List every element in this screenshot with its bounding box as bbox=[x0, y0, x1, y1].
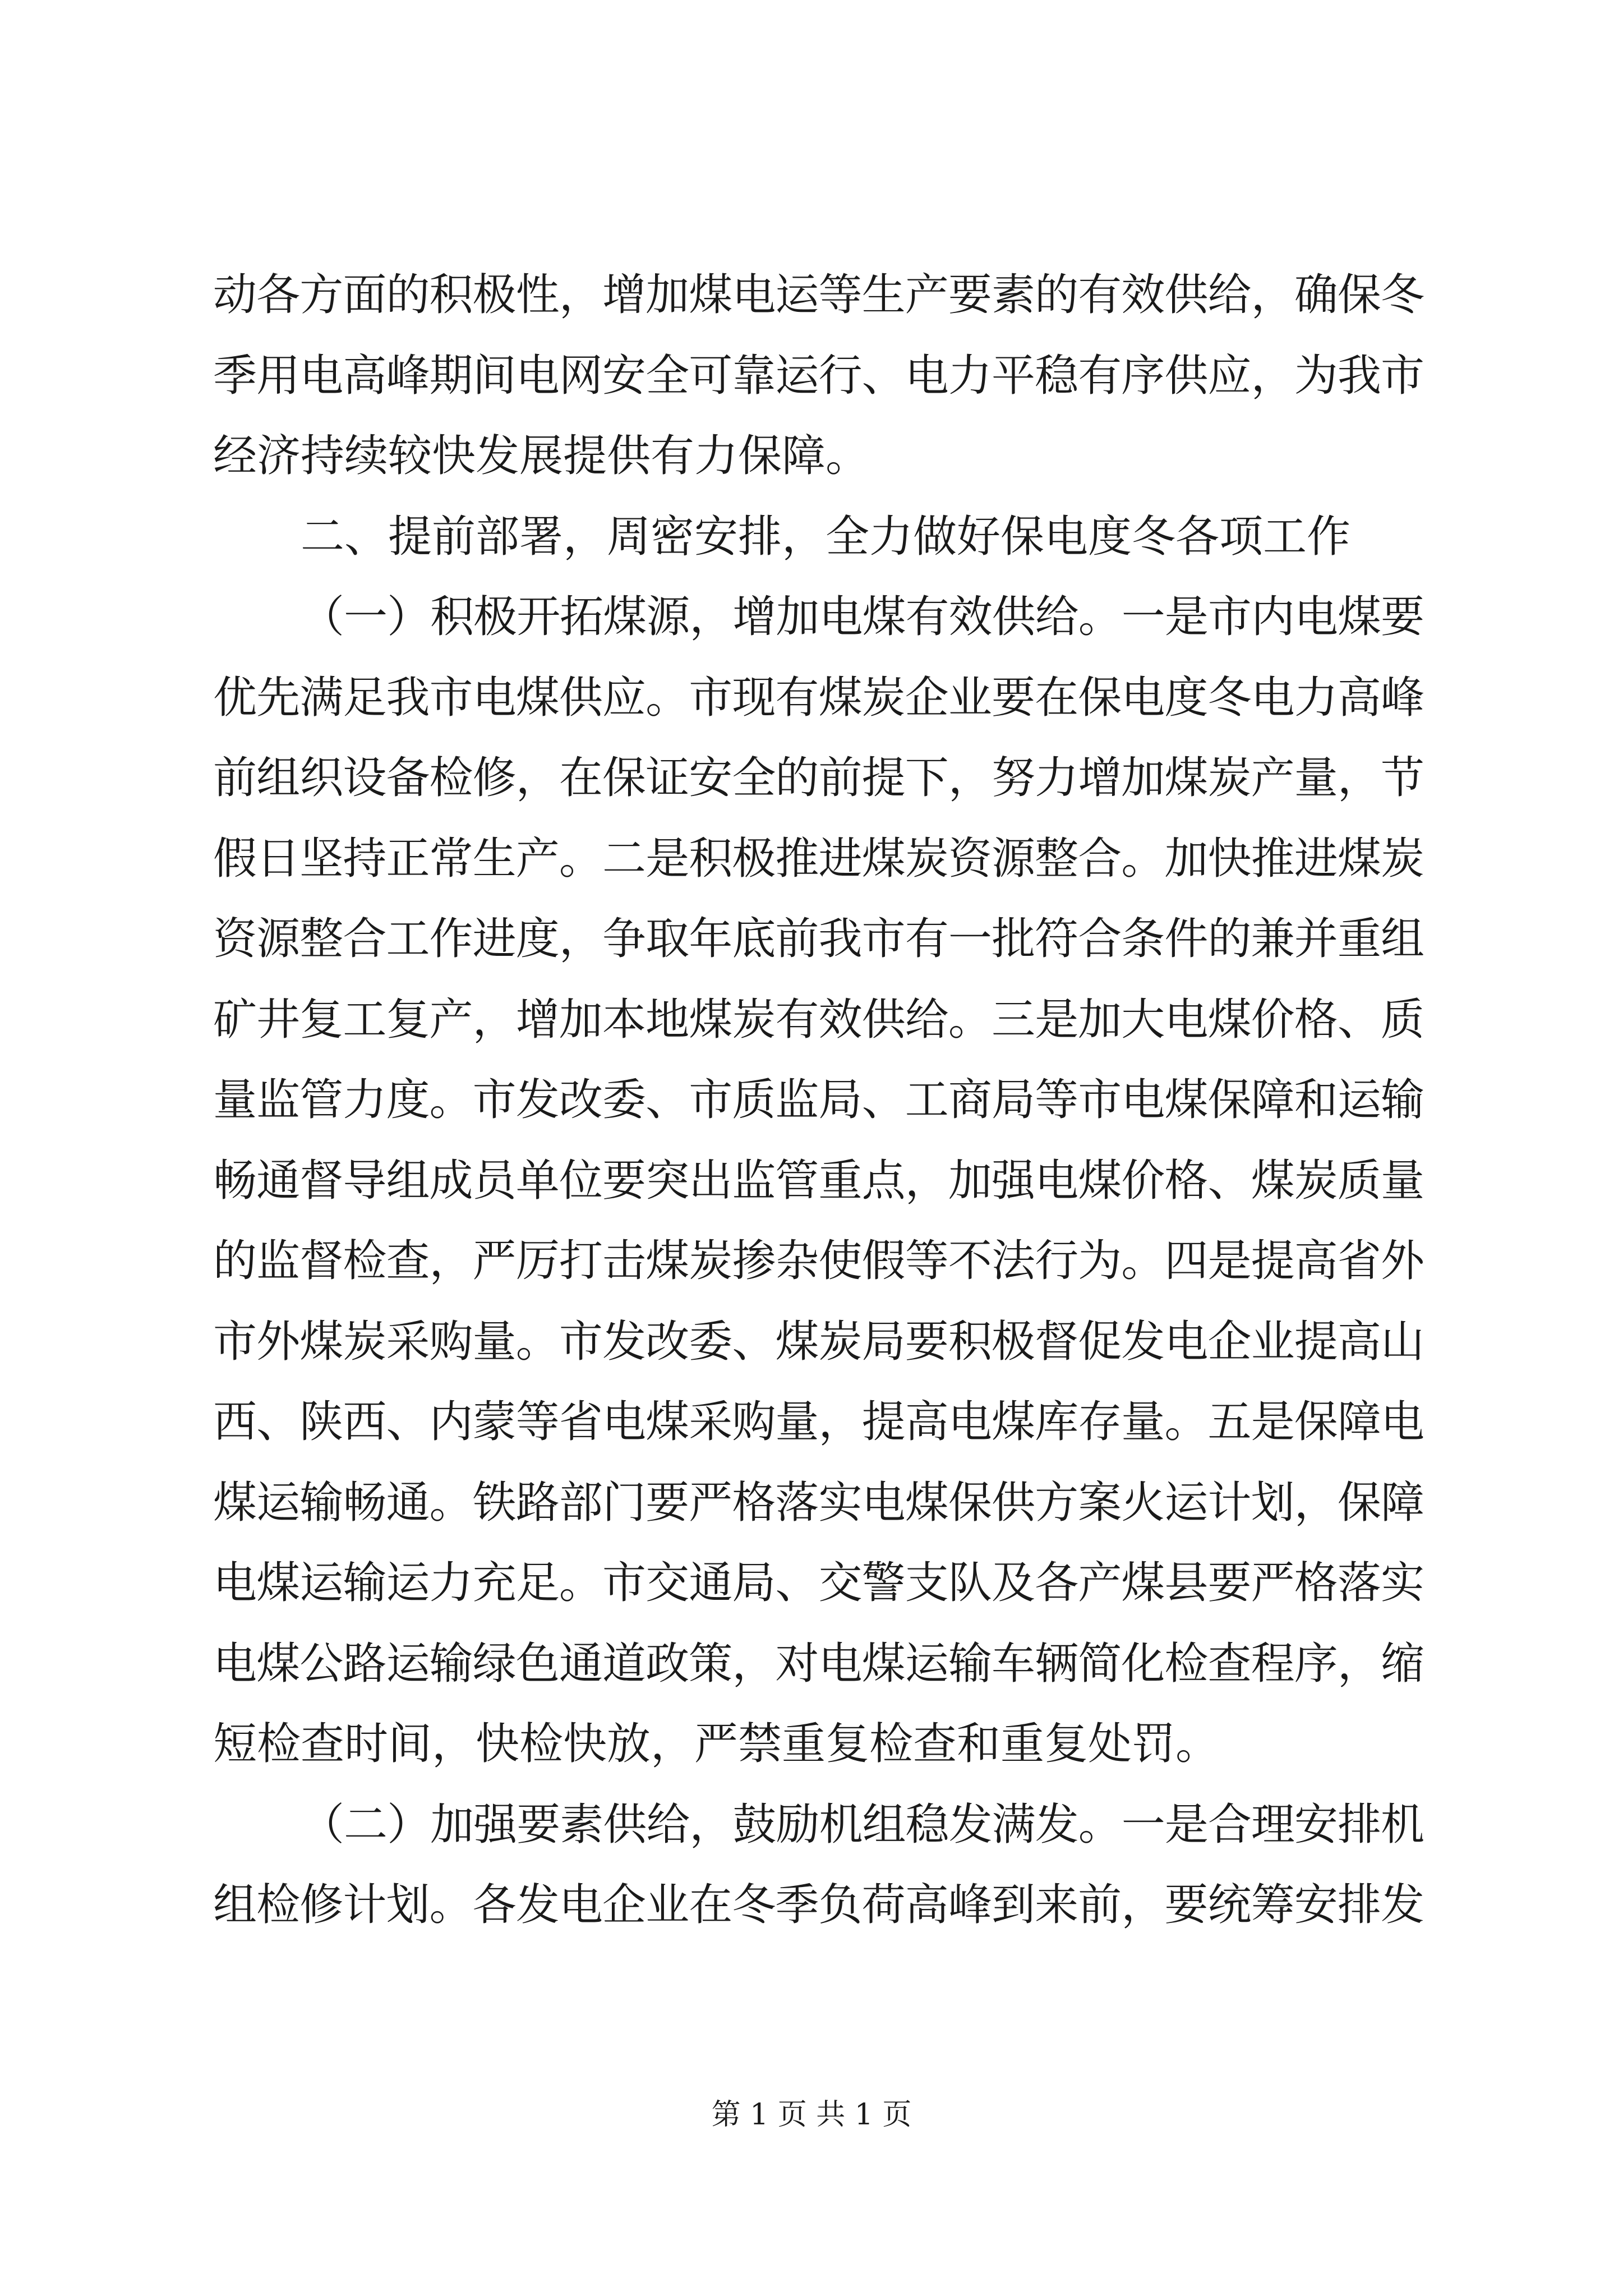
body-text-line: 的监督检查，严厉打击煤炭掺杂使假等不法行为。四是提高省外 bbox=[213, 1236, 1424, 1286]
body-text-line: 量监管力度。市发改委、市质监局、工商局等市电煤保障和运输 bbox=[213, 1075, 1424, 1125]
body-text-line: （二）加强要素供给，鼓励机组稳发满发。一是合理安排机 bbox=[301, 1799, 1424, 1850]
page-footer: 第 1 页 共 1 页 bbox=[711, 2098, 912, 2132]
body-text-line: 季用电高峰期间电网安全可靠运行、电力平稳有序供应，为我市 bbox=[213, 350, 1424, 401]
body-text-line: 优先满足我市电煤供应。市现有煤炭企业要在保电度冬电力高峰 bbox=[213, 672, 1424, 723]
body-text-line: 经济持续较快发展提供有力保障。 bbox=[213, 431, 870, 481]
body-text-line: 资源整合工作进度，争取年底前我市有一批符合条件的兼并重组 bbox=[213, 914, 1424, 964]
body-text-line: 市外煤炭采购量。市发改委、煤炭局要积极督促发电企业提高山 bbox=[213, 1316, 1424, 1367]
body-text-line: （一）积极开拓煤源，增加电煤有效供给。一是市内电煤要 bbox=[301, 592, 1424, 642]
body-text-line: 动各方面的积极性，增加煤电运等生产要素的有效供给，确保冬 bbox=[213, 270, 1424, 320]
body-text-line: 假日坚持正常生产。二是积极推进煤炭资源整合。加快推进煤炭 bbox=[213, 833, 1424, 884]
body-text-line: 畅通督导组成员单位要突出监管重点，加强电煤价格、煤炭质量 bbox=[213, 1155, 1424, 1206]
body-text-line: 短检查时间，快检快放，严禁重复检查和重复处罚。 bbox=[213, 1719, 1220, 1769]
body-text-line: 电煤公路运输绿色通道政策，对电煤运输车辆简化检查程序，缩 bbox=[213, 1638, 1424, 1689]
body-text-line: 煤运输畅通。铁路部门要严格落实电煤保供方案火运计划，保障 bbox=[213, 1477, 1424, 1528]
body-text-line: 二、提前部署，周密安排，全力做好保电度冬各项工作 bbox=[301, 511, 1351, 562]
body-text-line: 电煤运输运力充足。市交通局、交警支队及各产煤县要严格落实 bbox=[213, 1558, 1424, 1608]
body-text-line: 矿井复工复产，增加本地煤炭有效供给。三是加大电煤价格、质 bbox=[213, 994, 1424, 1045]
document-body bbox=[213, 255, 1424, 1946]
body-text-line: 组检修计划。各发电企业在冬季负荷高峰到来前，要统筹安排发 bbox=[213, 1880, 1424, 1930]
body-text-line: 西、陕西、内蒙等省电煤采购量，提高电煤库存量。五是保障电 bbox=[213, 1397, 1424, 1447]
body-text-line: 前组织设备检修，在保证安全的前提下，努力增加煤炭产量，节 bbox=[213, 753, 1424, 803]
